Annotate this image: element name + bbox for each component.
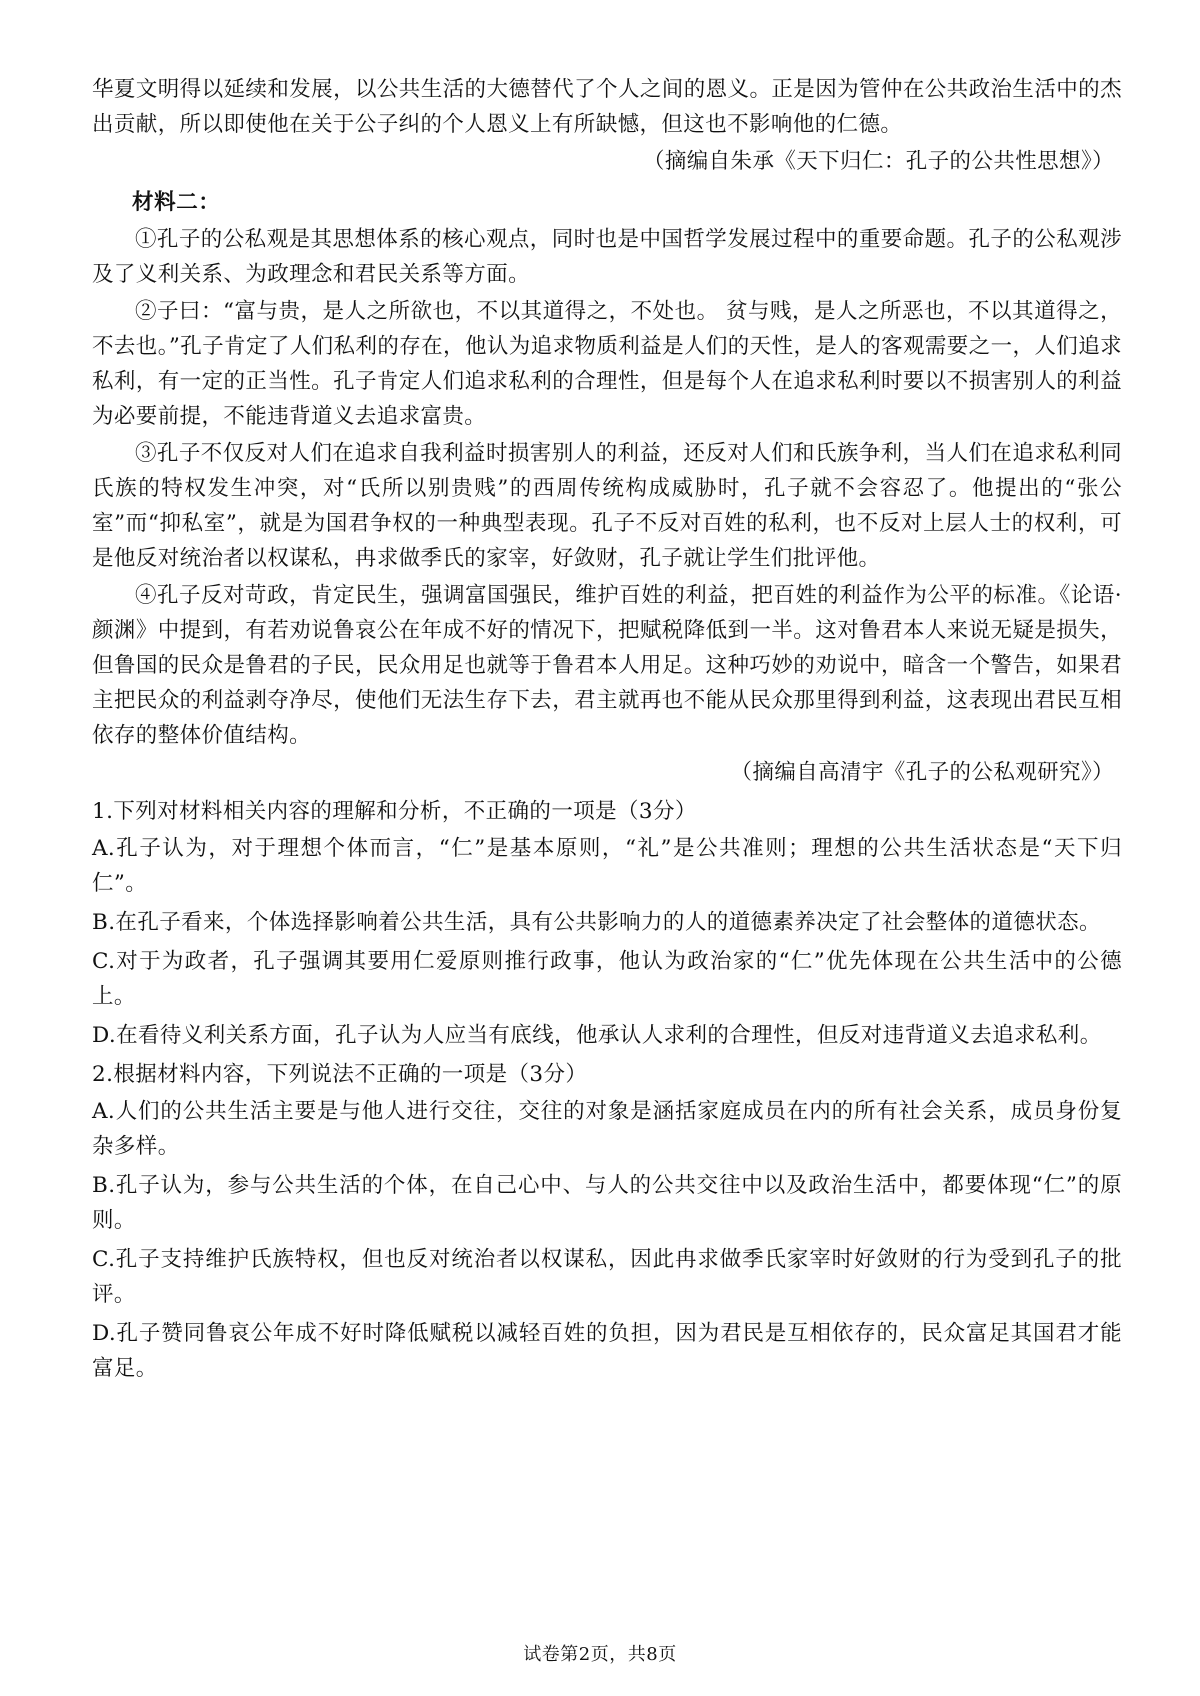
question-2 [92, 1057, 1122, 1386]
material2-paragraph-1: ①孔子的公私观是其思想体系的核心观点，同时也是中国哲学发展过程中的重要命题。孔子的公私观涉及了义利关系、为政理念和君民关系等方面。 [92, 227, 1122, 287]
question-1-option-c: C.对于为政者，孔子强调其要用仁爱原则推行政事，他认为政治家的“仁”优先体现在公共生活中的公德上。 [92, 949, 1122, 1009]
intro-paragraph: 华夏文明得以延续和发展，以公共生活的大德替代了个人之间的恩义。正是因为管仲在公共政治生活中的杰出贡献，所以即使他在关于公子纠的个人恩义上有所缺憾，但这也不影响他的仁德。 [92, 77, 1122, 137]
question-1-option-d: D.在看待义利关系方面，孔子认为人应当有底线，他承认人求利的合理性，但反对违背道义去追求私利。 [92, 1023, 1102, 1048]
question-2-option-d: D.孔子赞同鲁哀公年成不好时降低赋税以减轻百姓的负担，因为君民是互相依存的，民众富足其国君才能富足。 [92, 1321, 1122, 1381]
question-1 [92, 794, 1122, 1053]
intro-source: （摘编自朱承《天下归仁：孔子的公共性思想》） [642, 149, 1114, 174]
question-1-option-b: B.在孔子看来，个体选择影响着公共生活，具有公共影响力的人的道德素养决定了社会整体的道德状态。 [92, 910, 1101, 935]
material2-paragraph-2: ②子曰：“富与贵，是人之所欲也，不以其道得之，不处也。 贫与贱，是人之所恶也，不以其道得之，不去也。”孔子肯定了人们私利的存在，他认为追求物质利益是人们的天性，是人的客观需要之一，人们追求私利，有一定的正当性。孔子肯定人们追求私利的合理性，但是每个人在追求私利时要以不损害别人的利益为必要前提，不能违背道义去追求富贵。 [92, 299, 1122, 429]
question-1-option-a: A.孔子认为，对于理想个体而言，“仁”是基本原则，“礼”是公共准则；理想的公共生活状态是“天下归仁”。 [92, 836, 1122, 896]
material2-paragraph-3: ③孔子不仅反对人们在追求自我利益时损害别人的利益，还反对人们和氏族争利，当人们在追求私利同氏族的特权发生冲突，对“氏所以别贵贱”的西周传统构成威胁时，孔子就不会容忍了。他提出的“张公室”而“抑私室”，就是为国君争权的一种典型表现。孔子不反对百姓的私利，也不反对上层人士的权利，可是他反对统治者以权谋私，冉求做季氏的家宰，好敛财，孔子就让学生们批评他。 [92, 441, 1122, 571]
material2-paragraph-4: ④孔子反对苛政，肯定民生，强调富国强民，维护百姓的利益，把百姓的利益作为公平的标准。《论语·颜渊》中提到，有若劝说鲁哀公在年成不好的情况下，把赋税降低到一半。这对鲁君本人来说无疑是损失，但鲁国的民众是鲁君的子民，民众用足也就等于鲁君本人用足。这种巧妙的劝说中，暗含一个警告，如果君主把民众的利益剥夺净尽，使他们无法生存下去，君主就再也不能从民众那里得到利益，这表现出君民互相依存的整体价值结构。 [92, 583, 1122, 748]
page-footer: 试卷第2页，共8页 [523, 1644, 677, 1665]
question-1-stem: 1.下列对材料相关内容的理解和分析，不正确的一项是（3分） [92, 799, 697, 824]
question-2-stem: 2.根据材料内容，下列说法不正确的一项是（3分） [92, 1062, 588, 1087]
material2-heading: 材料二： [132, 190, 221, 215]
question-2-option-a: A.人们的公共生活主要是与他人进行交往，交往的对象是涵括家庭成员在内的所有社会关系，成员身份复杂多样。 [92, 1099, 1122, 1159]
exam-page [92, 72, 1122, 1390]
question-2-option-b: B.孔子认为，参与公共生活的个体，在自己心中、与人的公共交往中以及政治生活中，都要体现“仁”的原则。 [92, 1173, 1122, 1233]
question-2-option-c: C.孔子支持维护氏族特权，但也反对统治者以权谋私，因此冉求做季氏家宰时好敛财的行为受到孔子的批评。 [92, 1247, 1122, 1307]
material2-source: （摘编自高清宇《孔子的公私观研究》） [730, 760, 1114, 785]
